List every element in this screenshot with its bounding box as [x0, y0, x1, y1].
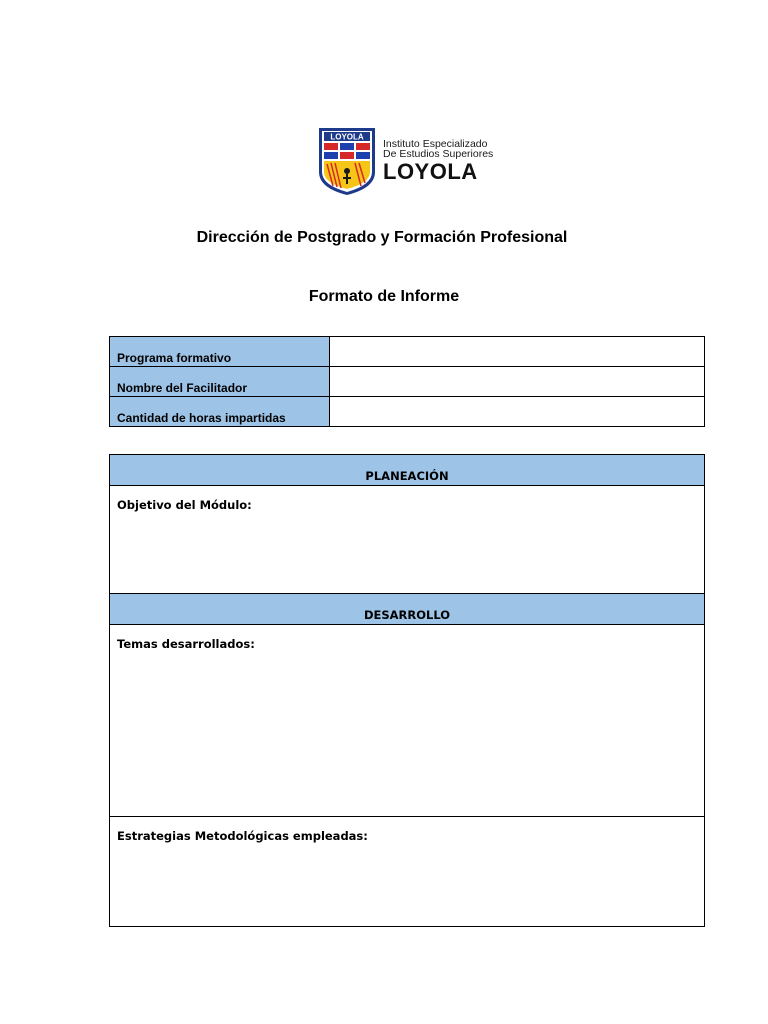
- programa-formativo-label: Programa formativo: [110, 337, 330, 367]
- cantidad-horas-field[interactable]: [330, 397, 705, 427]
- planeacion-heading: PLANEACIÓN: [110, 455, 705, 486]
- objetivo-modulo-field[interactable]: [110, 486, 705, 594]
- logo-text-group: [383, 139, 493, 184]
- table-row: [110, 594, 705, 625]
- logo-line-1: Instituto Especializado: [383, 138, 488, 150]
- info-table: [109, 336, 705, 427]
- logo-line-2: De Estudios Superiores: [383, 148, 494, 160]
- programa-formativo-field[interactable]: [330, 337, 705, 367]
- table-row: [110, 486, 705, 594]
- loyola-shield-icon: [316, 126, 378, 196]
- report-table: [109, 454, 705, 927]
- logo-name: LOYOLA: [383, 159, 478, 184]
- estrategias-metodologicas-label: Estrategias Metodológicas empleadas:: [117, 829, 368, 843]
- nombre-facilitador-field[interactable]: [330, 367, 705, 397]
- temas-desarrollados-label: Temas desarrollados:: [117, 637, 255, 651]
- table-row: [110, 337, 705, 367]
- document-title: Dirección de Postgrado y Formación Profesional: [196, 229, 568, 246]
- table-row: [110, 817, 705, 927]
- table-row: [110, 455, 705, 486]
- cantidad-horas-label: Cantidad de horas impartidas: [110, 397, 330, 427]
- nombre-facilitador-label: Nombre del Facilitador: [110, 367, 330, 397]
- objetivo-modulo-label: Objetivo del Módulo:: [117, 498, 252, 512]
- temas-desarrollados-field[interactable]: [110, 625, 705, 817]
- estrategias-metodologicas-field[interactable]: [110, 817, 705, 927]
- table-row: [110, 397, 705, 427]
- table-row: [110, 367, 705, 397]
- document-subtitle: Formato de Informe: [308, 288, 460, 305]
- logo-badge-text: LOYOLA: [330, 132, 364, 142]
- table-row: [110, 625, 705, 817]
- desarrollo-heading: DESARROLLO: [110, 594, 705, 625]
- institution-logo: [316, 126, 494, 198]
